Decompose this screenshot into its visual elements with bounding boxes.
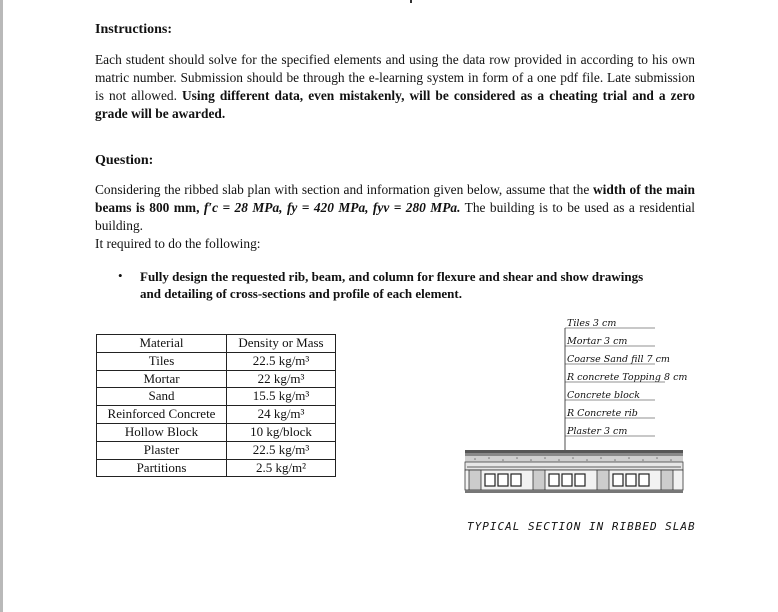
- required-line: It required to do the following:: [95, 236, 261, 251]
- table-row: [97, 388, 336, 406]
- page-left-border: [0, 0, 3, 612]
- material-cell: Plaster: [97, 441, 227, 459]
- density-cell: 22.5 kg/m³: [227, 441, 336, 459]
- beam-width-statement: width of the main beams is 800 mm,: [95, 182, 695, 215]
- table-row: [97, 423, 336, 441]
- section-caption: TYPICAL SECTION IN RIBBED SLAB: [467, 520, 696, 533]
- density-cell: 15.5 kg/m³: [227, 388, 336, 406]
- design-task-bullet: Fully design the requested rib, beam, and column for flexure and shear and show drawings and detailing of cross-sections and profile of each element.: [140, 269, 644, 301]
- table-header-cell: Material: [97, 335, 227, 353]
- layer-label-block: Concrete block: [567, 390, 640, 401]
- instructions-text: Each student should solve for the specified elements and using the data row provided in according to his own matric number. Submission should be through the e-learning system in form of a one pdf file. Late submission is not allowed.: [95, 52, 695, 103]
- table-header-cell: Density or Mass: [227, 335, 336, 353]
- bullet-dot-icon: •: [118, 268, 123, 283]
- material-cell: Reinforced Concrete: [97, 406, 227, 424]
- material-cell: Mortar: [97, 370, 227, 388]
- material-cell: Partitions: [97, 459, 227, 477]
- layer-label-mortar: Mortar 3 cm: [567, 336, 628, 347]
- question-intro: Considering the ribbed slab plan with section and information given below, assume that the: [95, 182, 590, 197]
- instructions-heading: Instructions:: [95, 22, 173, 37]
- question-paragraph: [95, 181, 695, 253]
- instructions-paragraph: [95, 51, 695, 123]
- question-heading: Question:: [95, 153, 154, 168]
- layer-label-plaster: Plaster 3 cm: [567, 426, 628, 437]
- table-row: [97, 370, 336, 388]
- density-table: [96, 334, 336, 477]
- table-row: [97, 459, 336, 477]
- density-cell: 2.5 kg/m²: [227, 459, 336, 477]
- layer-label-topping: R concrete Topping 8 cm: [567, 372, 688, 383]
- density-cell: 22.5 kg/m³: [227, 352, 336, 370]
- material-cell: Sand: [97, 388, 227, 406]
- layer-label-sand: Coarse Sand fill 7 cm: [567, 354, 670, 365]
- instructions-emphasis: Using different data, even mistakenly, will be considered as a cheating trial and a zero grade will be awarded.: [95, 88, 695, 121]
- material-properties: f′c = 28 MPa, fy = 420 MPa, fyv = 280 MPa.: [203, 200, 461, 215]
- table-row: [97, 406, 336, 424]
- material-cell: Hollow Block: [97, 423, 227, 441]
- layer-label-tiles: Tiles 3 cm: [567, 318, 617, 329]
- table-header-row: [97, 335, 336, 353]
- density-cell: 10 kg/block: [227, 423, 336, 441]
- building-usage: The building is to be used as a residential building.: [95, 200, 695, 233]
- density-cell: 22 kg/m³: [227, 370, 336, 388]
- material-cell: Tiles: [97, 352, 227, 370]
- table-row: [97, 441, 336, 459]
- page-top-mark: [410, 0, 412, 3]
- layer-label-rib: R Concrete rib: [567, 408, 638, 419]
- table-row: [97, 352, 336, 370]
- density-cell: 24 kg/m³: [227, 406, 336, 424]
